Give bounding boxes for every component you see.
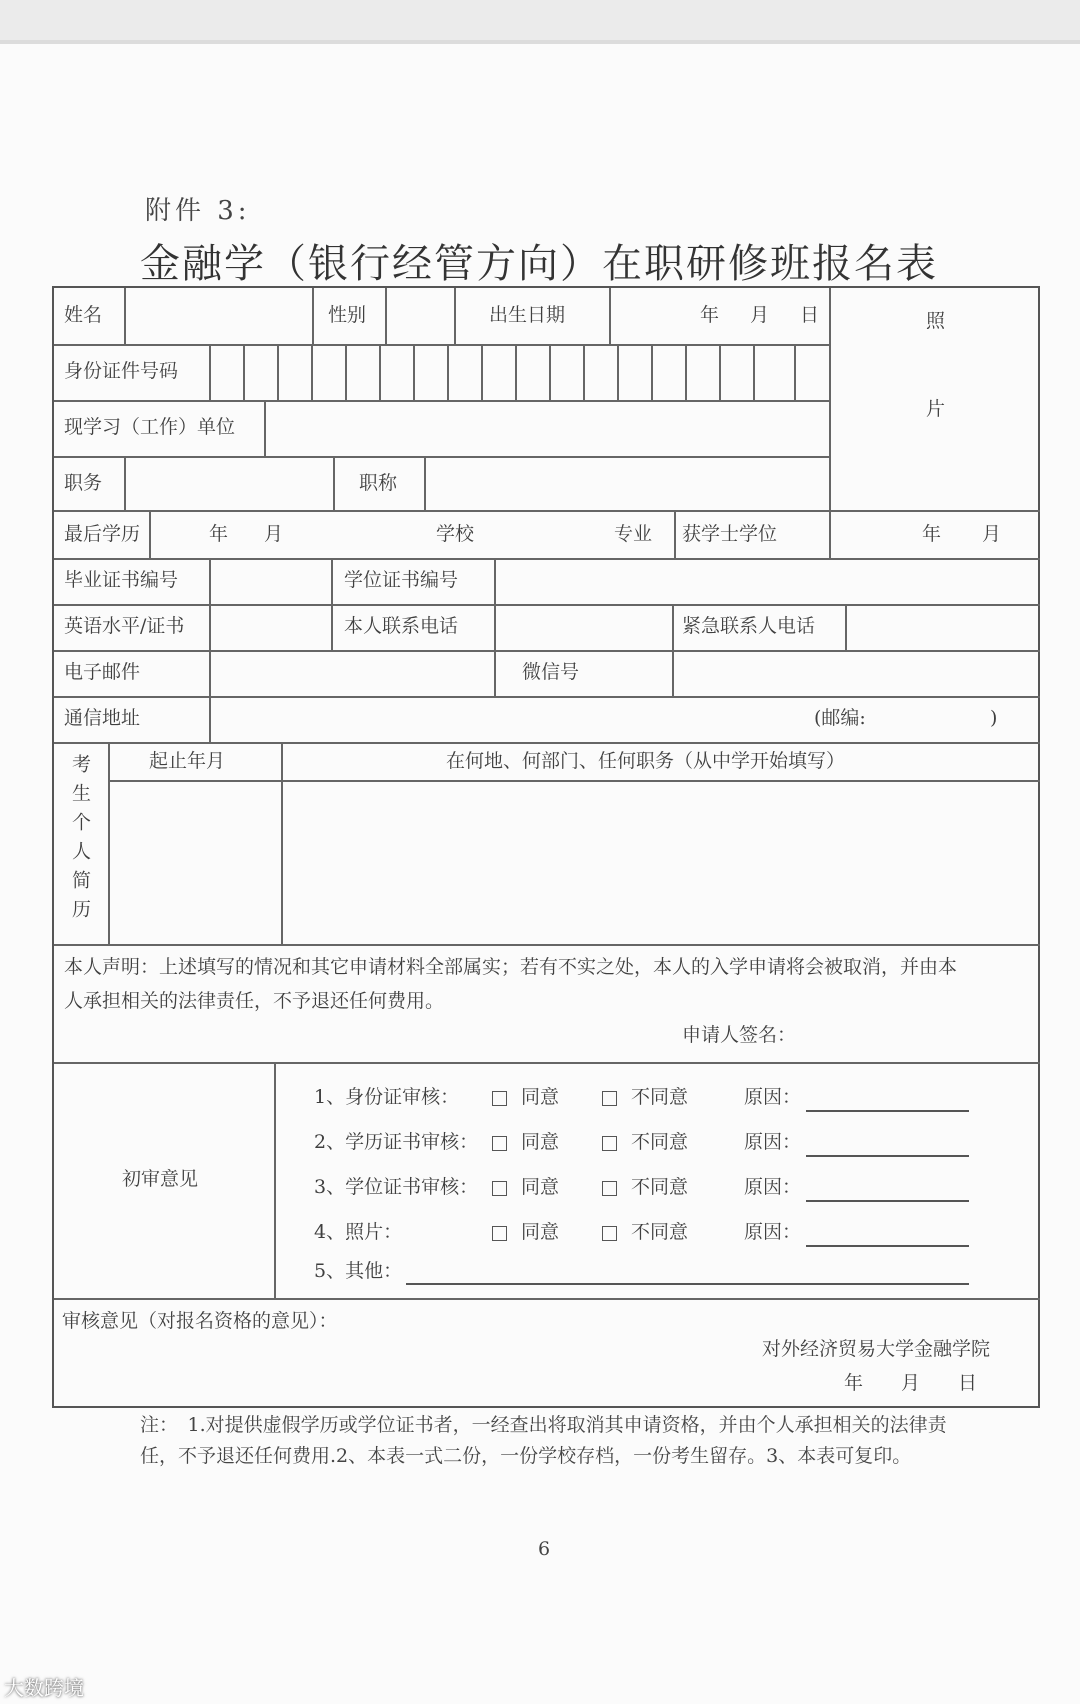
agree-checkbox[interactable]: 同意 xyxy=(492,1223,559,1242)
form-title: 金融学（银行经管方向）在职研修班报名表 xyxy=(140,241,938,287)
checkbox-icon xyxy=(602,1226,617,1241)
reason-line[interactable] xyxy=(806,1200,969,1202)
disagree-checkbox[interactable]: 不同意 xyxy=(602,1178,688,1197)
postcode-label: (邮编: xyxy=(814,707,866,729)
checkbox-icon xyxy=(492,1226,507,1241)
bachelor-month-label: 月 xyxy=(982,523,1002,545)
degree-cert-label: 学位证书编号 xyxy=(344,569,459,591)
attachment-label: 附件 3: xyxy=(145,196,251,226)
email-label: 电子邮件 xyxy=(64,661,141,683)
declaration-line-1: 本人声明：上述填写的情况和其它申请材料全部属实；若有不实之处，本人的入学申请将会被取消，并由本 xyxy=(64,956,958,978)
education-year-label: 年 xyxy=(209,523,229,545)
position-label: 职务 xyxy=(64,472,103,494)
wechat-label: 微信号 xyxy=(522,661,580,683)
checkbox-icon xyxy=(602,1091,617,1106)
disagree-checkbox[interactable]: 不同意 xyxy=(602,1223,688,1242)
review-item-other: 5、其他： xyxy=(314,1260,403,1282)
reason-line[interactable] xyxy=(806,1110,969,1112)
reason-line[interactable] xyxy=(806,1245,969,1247)
education-month-label: 月 xyxy=(264,523,284,545)
checkbox-icon xyxy=(492,1181,507,1196)
reason-label: 原因： xyxy=(744,1086,802,1108)
emergency-phone-label: 紧急联系人电话 xyxy=(682,615,816,637)
review-item-diploma: 2、学历证书审核： xyxy=(314,1131,479,1153)
reason-label: 原因： xyxy=(744,1131,802,1153)
checkbox-icon xyxy=(602,1181,617,1196)
bachelor-label: 获学士学位 xyxy=(682,523,778,545)
resume-desc-header: 在何地、何部门、任何职务（从中学开始填写） xyxy=(446,750,846,772)
watermark-logo: 大数跨境 xyxy=(4,1676,84,1700)
birth-month-label: 月 xyxy=(750,304,770,326)
approval-label: 审核意见（对报名资格的意见）： xyxy=(62,1310,338,1332)
declaration-line-2: 人承担相关的法律责任，不予退还任何费用。 xyxy=(64,990,445,1012)
education-label: 最后学历 xyxy=(64,523,141,545)
review-item-degree: 3、学位证书审核： xyxy=(314,1176,479,1198)
workplace-label: 现学习（工作）单位 xyxy=(64,416,236,438)
checkbox-icon xyxy=(602,1136,617,1151)
scan-top-edge xyxy=(0,0,1080,44)
name-label: 姓名 xyxy=(64,304,103,326)
reason-line[interactable] xyxy=(806,1155,969,1157)
reason-label: 原因： xyxy=(744,1221,802,1243)
birth-year-label: 年 xyxy=(700,304,720,326)
resume-side-label: 考生个人简历 xyxy=(69,754,91,928)
reason-label: 原因： xyxy=(744,1176,802,1198)
disagree-checkbox[interactable]: 不同意 xyxy=(602,1088,688,1107)
birth-day-label: 日 xyxy=(800,304,820,326)
phone-label: 本人联系电话 xyxy=(344,615,459,637)
school-label: 学校 xyxy=(436,523,475,545)
review-item-photo: 4、照片： xyxy=(314,1221,403,1243)
resume-period-header: 起止年月 xyxy=(149,750,226,772)
registration-form xyxy=(52,286,1040,1408)
birth-date-label: 出生日期 xyxy=(489,304,566,326)
signature-label: 申请人签名： xyxy=(682,1024,797,1046)
checkbox-icon xyxy=(492,1136,507,1151)
other-line[interactable] xyxy=(406,1283,969,1285)
agree-checkbox[interactable]: 同意 xyxy=(492,1133,559,1152)
english-label: 英语水平/证书 xyxy=(64,615,185,637)
preliminary-review-label: 初审意见 xyxy=(122,1168,199,1190)
approval-date: 年 月 日 xyxy=(844,1372,978,1394)
title-rank-label: 职称 xyxy=(359,472,398,494)
review-item-id: 1、身份证审核： xyxy=(314,1086,460,1108)
page-number: 6 xyxy=(538,1538,551,1560)
photo-label-1: 照 xyxy=(926,310,946,332)
agree-checkbox[interactable]: 同意 xyxy=(492,1088,559,1107)
photo-label-2: 片 xyxy=(926,398,946,420)
grad-cert-label: 毕业证书编号 xyxy=(64,569,179,591)
disagree-checkbox[interactable]: 不同意 xyxy=(602,1133,688,1152)
approval-org: 对外经济贸易大学金融学院 xyxy=(762,1338,991,1360)
address-label: 通信地址 xyxy=(64,707,141,729)
agree-checkbox[interactable]: 同意 xyxy=(492,1178,559,1197)
gender-label: 性别 xyxy=(328,304,367,326)
id-number-label: 身份证件号码 xyxy=(64,360,179,382)
major-label: 专业 xyxy=(614,523,653,545)
checkbox-icon xyxy=(492,1091,507,1106)
postcode-close: ) xyxy=(990,707,998,729)
form-note: 注： 1.对提供虚假学历或学位证书者，一经查出将取消其申请资格，并由个人承担相关的法律责任，不予退还任何费用.2、本表一式二份，一份学校存档，一份考生留存。3、本表可复印。 xyxy=(140,1414,947,1467)
bachelor-year-label: 年 xyxy=(922,523,942,545)
